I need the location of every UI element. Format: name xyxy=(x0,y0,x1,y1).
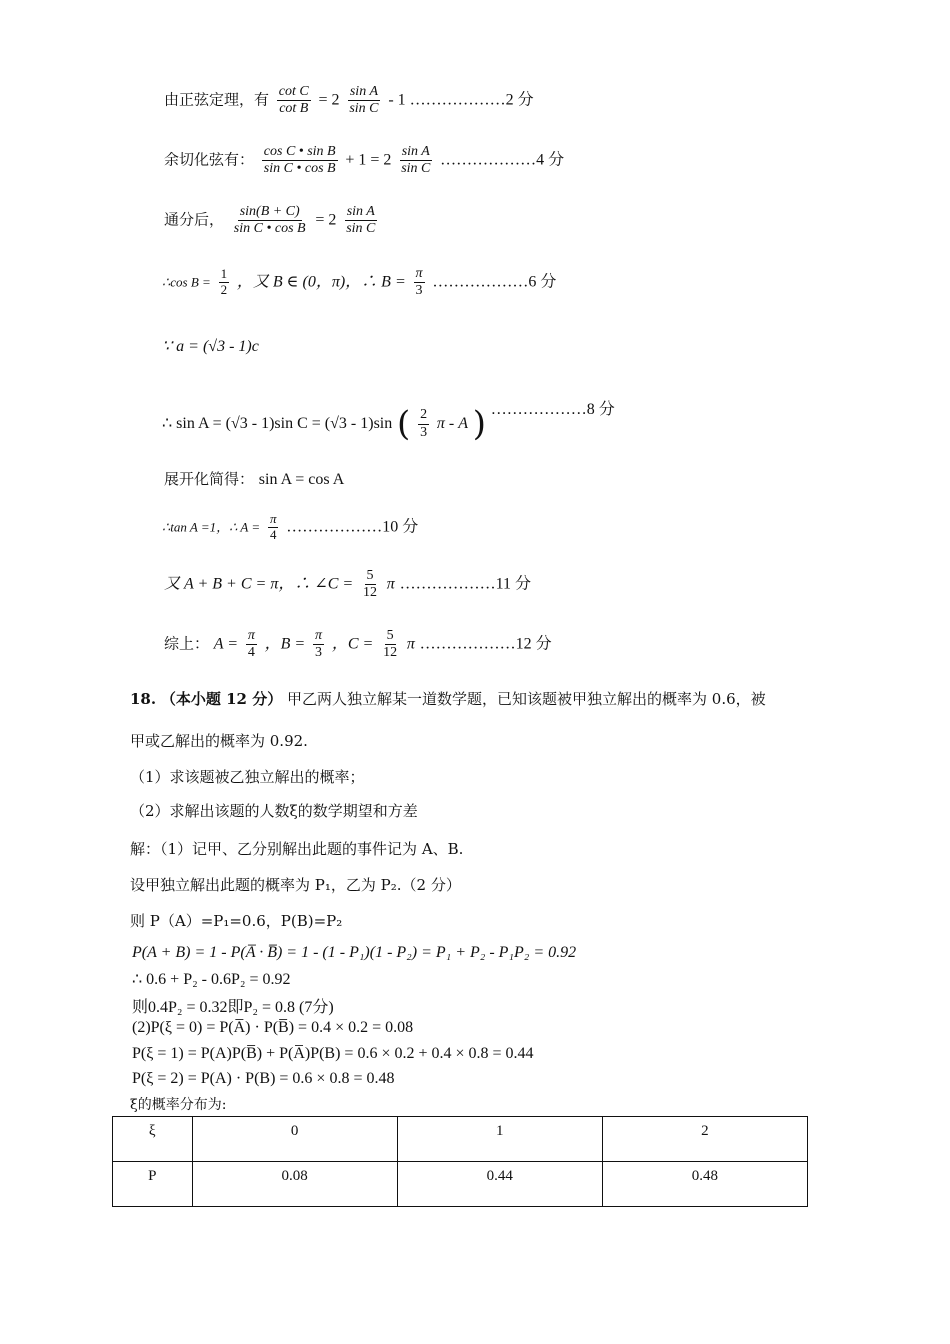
text: 通分后， xyxy=(164,210,225,229)
sol17-line-3 xyxy=(164,204,380,237)
sol17-line-1 xyxy=(164,84,534,117)
math-text: ∴ sin A = (√3 - 1)sin C = (√3 - 1)sin xyxy=(162,415,393,432)
math-text: 又 A + B + C = π，∴ ∠C = xyxy=(164,575,354,593)
table-cell: ξ xyxy=(113,1117,193,1162)
table-cell: 0.08 xyxy=(192,1162,397,1207)
solution-line-2: 设甲独立解出此题的概率为 P₁，乙为 P₂.（2 分） xyxy=(130,876,461,894)
sol17-line-5: ∵ a = (√3 - 1)c xyxy=(162,338,259,355)
problem-18-question-1: （1）求该题被乙独立解出的概率； xyxy=(130,768,365,786)
math-text: = 2 xyxy=(318,91,340,109)
left-paren: ( xyxy=(397,404,411,444)
sol17-line-6 xyxy=(162,396,615,444)
fraction: $\frac{\pi}{3}$ xyxy=(315,628,323,661)
fraction: $\frac{\text{cos C • sin B}}{\text{sin C • cos B}}$ xyxy=(263,144,336,177)
math-text: ，又 B ∈ (0，π)，∴ B = xyxy=(236,273,406,291)
equation-4: (2)P(ξ = 0) = P(A̅) · P(B̅) = 0.4 × 0.2 = 0.08 xyxy=(132,1019,414,1036)
score-mark: ………………4 分 xyxy=(440,151,565,169)
sol17-line-8 xyxy=(162,512,418,543)
equation-2: ∴ 0.6 + P₂ - 0.6P₂ = 0.92 xyxy=(132,971,291,988)
problem-18-stem-line-2: 甲或乙解出的概率为 0.92. xyxy=(130,732,308,750)
fraction: $\frac{\text{sin A}}{\text{sin C}}$ xyxy=(401,144,431,177)
equation-6: P(ξ = 2) = P(A) · P(B) = 0.6 × 0.8 = 0.48 xyxy=(132,1070,395,1087)
sol17-line-9 xyxy=(164,568,531,601)
math-text: π xyxy=(386,575,395,593)
problem-18-question-2: （2）求解出该题的人数ξ的数学期望和方差 xyxy=(130,802,418,820)
math-text: π - A xyxy=(436,415,468,432)
fraction: $\frac{\text{sin A}}{\text{sin C}}$ xyxy=(346,204,376,237)
text: 由正弦定理，有 xyxy=(164,90,270,109)
math-text: ∴tan A =1，∴ A = xyxy=(162,519,261,535)
equation-1: P(A + B) = 1 - P(A̅ · B̅) = 1 - (1 - P₁)(1 - P₂) = P₁ + P₂ - P₁P₂ = 0.92 xyxy=(132,944,577,961)
problem-18-stem-line-1 xyxy=(130,688,766,709)
solution-line-3: 则 P（A）=P₁=0.6，P(B)=P₂ xyxy=(130,912,343,930)
sol17-line-10 xyxy=(164,628,552,661)
fraction: $\frac{2}{3}$ xyxy=(420,407,428,440)
equation-5: P(ξ = 1) = P(A)P(B̅) + P(A̅)P(B) = 0.6 × 0.2 + 0.4 × 0.8 = 0.44 xyxy=(132,1045,534,1062)
math-text: π xyxy=(406,635,415,653)
fraction: $\frac{\text{cot C}}{\text{cot B}}$ xyxy=(278,84,309,117)
math-text: = 2 xyxy=(315,211,337,229)
score-mark: ………………8 分 xyxy=(490,401,615,418)
table-cell: 2 xyxy=(602,1117,807,1162)
score-mark: ………………11 分 xyxy=(399,575,531,593)
table-row xyxy=(113,1162,808,1207)
problem-number: 18. xyxy=(130,690,157,708)
fraction: $\frac{\sin(B + C)}{\text{sin C • cos B}}$ xyxy=(233,204,306,237)
fraction: $\frac{\pi}{4}$ xyxy=(269,511,277,542)
sol17-line-7 xyxy=(164,468,344,489)
right-paren: ) xyxy=(472,404,487,444)
table-cell: 1 xyxy=(397,1117,602,1162)
text: 余切化弦有： xyxy=(164,150,255,169)
sol17-line-2 xyxy=(164,144,564,177)
fraction: $\frac{\pi}{4}$ xyxy=(247,628,255,661)
fraction: $\frac{1}{2}$ xyxy=(220,266,228,298)
problem-stem: 甲乙两人独立解某一道数学题，已知该题被甲独立解出的概率为 0.6，被 xyxy=(287,690,766,708)
table-row xyxy=(113,1117,808,1162)
math-text: sin A = cos A xyxy=(258,471,345,488)
score-mark: ………………12 分 xyxy=(419,635,552,653)
fraction: $\frac{5}{12}$ xyxy=(363,568,377,601)
equation-3: 则0.4P₂ = 0.32即P₂ = 0.8 (7分) xyxy=(132,999,334,1016)
table-cell: 0 xyxy=(192,1117,397,1162)
fraction: $\frac{\pi}{3}$ xyxy=(415,266,423,299)
text: 展开化简得： xyxy=(164,470,255,488)
solution-line-1: 解：（1）记甲、乙分别解出此题的事件记为 A、B. xyxy=(130,840,464,858)
probability-distribution-table xyxy=(112,1116,808,1207)
score-mark: - 1 ………………2 分 xyxy=(388,91,534,109)
sol17-line-4 xyxy=(162,266,556,299)
text: 综上： xyxy=(164,634,210,653)
math-text: ∴cos B = xyxy=(162,274,211,290)
distribution-label: ξ的概率分布为: xyxy=(130,1097,227,1113)
table-cell: P xyxy=(113,1162,193,1207)
table-cell: 0.48 xyxy=(602,1162,807,1207)
math-text: ，B = xyxy=(264,635,306,653)
score-mark: ………………6 分 xyxy=(432,273,557,291)
fraction: $\frac{5}{12}$ xyxy=(383,628,398,661)
math-text: + 1 = 2 xyxy=(345,151,392,169)
math-text: ，C = xyxy=(331,635,374,653)
table-cell: 0.44 xyxy=(397,1162,602,1207)
math-text: A = xyxy=(213,635,239,653)
score-mark: ………………10 分 xyxy=(286,518,419,536)
problem-points: （本小题 12 分） xyxy=(160,690,283,708)
fraction: $\frac{\text{sin A}}{\text{sin C}}$ xyxy=(349,84,379,117)
